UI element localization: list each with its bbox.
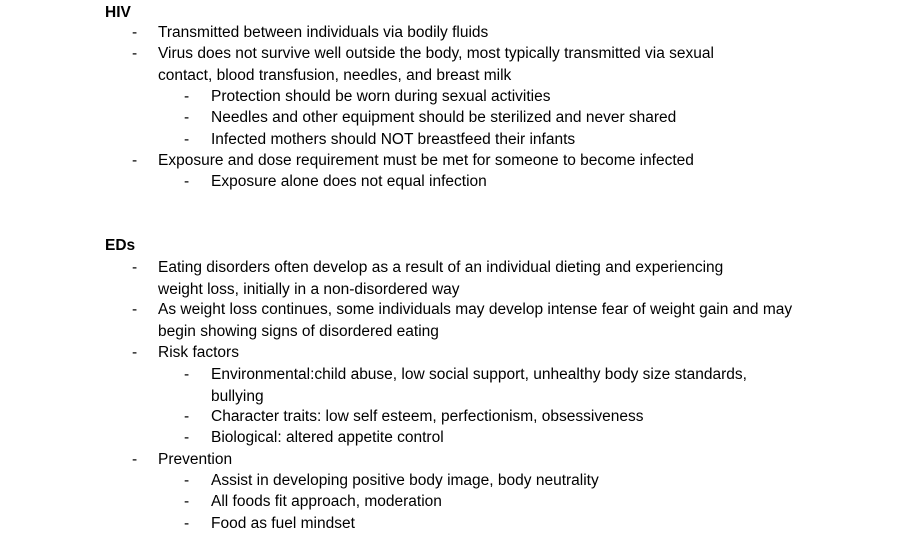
bullet-dash: - [184,173,190,190]
list-item [132,299,798,342]
list-item-text: Environmental:child abuse, low social support, unhealthy body size standards, bullying [211,366,747,405]
list-item-text: As weight loss continues, some individuals may develop intense fear of weight gain and may begin showing signs of disordered eating [158,301,793,340]
list-item [132,449,798,471]
bullet-dash: - [184,429,190,446]
bullet-dash: - [184,131,190,148]
bullet-dash: - [184,408,190,425]
list-item [184,470,811,492]
list-item [184,513,811,535]
bullet-dash: - [184,88,190,105]
list-item [184,491,811,513]
list-item-text: Transmitted between individuals via bodily fluids [158,24,489,41]
list-item-text: Needles and other equipment should be sterilized and never shared [211,109,677,126]
list-item-text: All foods fit approach, moderation [211,493,442,510]
bullet-dash: - [132,451,138,468]
bullet-dash: - [132,301,138,318]
list-item [184,427,811,449]
bullet-dash: - [132,344,138,361]
list-item-text: Biological: altered appetite control [211,429,444,446]
list-item-text: Exposure alone does not equal infection [211,173,487,190]
list-item-text: Protection should be worn during sexual activities [211,88,551,105]
list-item-text: Virus does not survive well outside the body, most typically transmitted via sexual contact, blood transfusion, needles, and breast milk [158,45,714,84]
list-item [132,43,758,86]
bullet-dash: - [132,24,138,41]
list-item-text: Prevention [158,451,233,468]
bullet-dash: - [184,493,190,510]
list-item [184,364,791,407]
list-item [132,150,798,172]
bullet-dash: - [184,515,190,532]
list-item [132,342,798,364]
list-item [184,171,811,193]
list-item [184,86,811,108]
bullet-dash: - [132,152,138,169]
section-heading-eds: EDs [105,237,136,254]
bullet-dash: - [184,472,190,489]
list-item [132,22,798,44]
bullet-dash: - [132,259,138,276]
list-item-text: Infected mothers should NOT breastfeed their infants [211,131,576,148]
section-heading-hiv: HIV [105,4,131,21]
list-item [132,257,768,300]
list-item-text: Exposure and dose requirement must be met for someone to become infected [158,152,694,169]
bullet-dash: - [184,109,190,126]
bullet-dash: - [184,366,190,383]
list-item [184,129,811,151]
list-item-text: Risk factors [158,344,239,361]
list-item-text: Assist in developing positive body image, body neutrality [211,472,599,489]
list-item-text: Food as fuel mindset [211,515,355,532]
list-item [184,406,811,428]
bullet-dash: - [132,45,138,62]
list-item-text: Character traits: low self esteem, perfectionism, obsessiveness [211,408,644,425]
list-item [184,107,811,129]
list-item-text: Eating disorders often develop as a result of an individual dieting and experiencing weight loss, initially in a non-disordered way [158,259,724,298]
